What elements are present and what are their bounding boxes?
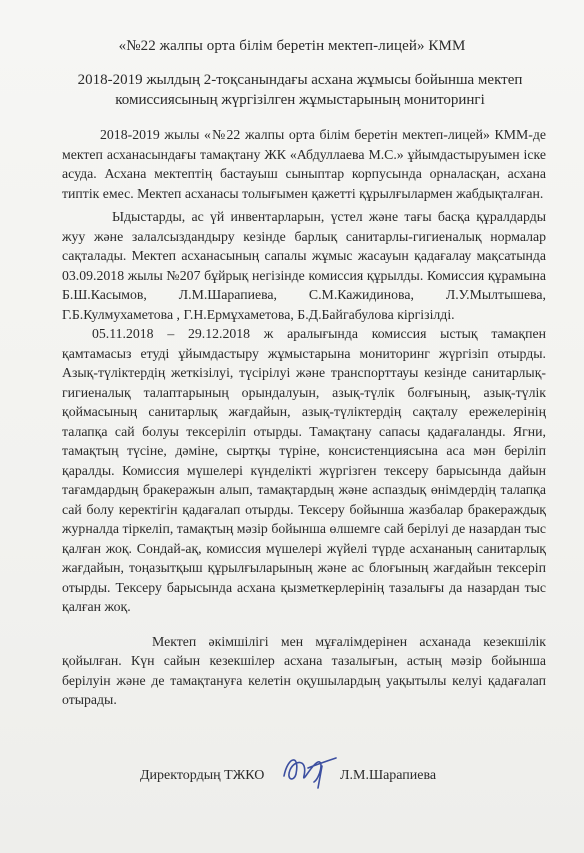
paragraph-1-text: 2018-2019 жылы «№22 жалпы орта білім беретін мектеп-лицей» КММ-де мектеп асханасындағы тамақтану ЖК «Абдуллаева М.С.» ұйымдастыруымен іске асуда. Асхана мектептің бастауыш сыныптар корпусында орналасқан, асхана типтік емес. Мектеп асханасы толығымен қажетті құрылғылармен жабдықталған. [62,127,546,201]
document-body [62,125,546,710]
paragraph-4 [62,632,546,710]
subtitle-line-2: комиссиясының жүргізілген жұмыстарының мониторингі [115,92,485,108]
paragraph-3 [62,324,546,617]
document-subtitle [40,70,560,110]
handwritten-signature-icon [278,746,340,790]
signature-name: Л.М.Шарапиева [340,768,437,783]
subtitle-line-1: 2018-2019 жылдың 2-тоқсанындағы асхана жұмысы бойынша мектеп [77,72,523,88]
paragraph-3-text: 05.11.2018 – 29.12.2018 ж аралығында комиссия ыстық тамақпен қамтамасыз етуді ұйымдастыру жұмыстарына мониторинг жүргізіп отырды. Азық-түліктердің жеткізілуі, түсірілуі және транспорттауы кезінде санитарлық-гигиеналық талаптарының орындалуын, азық-түлік болғының, азық-түлік қоймасының санитарлық жағдайын, азық-түліктердің сақталу ережелерінің талапқа сай болуы тексеріліп отырды. Тамақтану сапасы қадағаланды. Ягни, тамақтың түсіне, дәміне, сыртқы түріне, консистенциясына аса мән беріліп қаралды. Комиссия мүшелері күнделікті жүргізген тексеру барысында дайын тағамдардың бракеражын алып, тамақтардың және аспаздық өнімдердің талапқа сай болу керектігін қадағалап отырды. Тексеру бойынша жазбалар бракераждық журналда тіркеліп, тамақтың мәзір бойынша өлшемге сай берілуі де назардан тыс қалған жоқ. Сондай-ақ, комиссия мүшелері жүйелі түрде асхананың санитарлық жағдайын, тоңазытқыш құрылғыларының және ас блоғының жағдайын тексеріп отырды. Тексеру барысында асхана қызметкерлерінің тазалығы да назардан тыс қалған жоқ. [62,326,546,614]
paragraph-2 [62,207,546,324]
paragraph-4-text: Мектеп әкімшілігі мен мұғалімдерінен асханада кезекшілік қойылған. Күн сайын кезекшілер асхана тазалығын, астың мәзір бойынша берілуін және де тамақтануға келетін оқушылардың уақытылы келуі қадағалап отырады. [62,633,546,707]
paragraph-2-text: Ыдыстарды, ас үй инвентарларын, үстел және тағы басқа құралдарды жуу және залалсыздандыру кезінде барлық санитарлы-гигиеналық нормалар сақталады. Мектеп асханасының сапалы жұмыс жасауын қадағалау мақсатында 03.09.2018 жылы №207 бұйрық негізінде комиссия құрылды. Комиссия құрамына Б.Ш.Касымов, Л.М.Шарапиева, С.М.Кажидинова, Л.У.Мылтышева, Г.Б.Кулмухаметова , Г.Н.Ермұхаметова, Б.Д.Байгабулова кіргізілді. [62,209,546,322]
organization-title: «№22 жалпы орта білім беретін мектеп-лицей» КММ [118,38,466,54]
paragraph-1 [62,125,546,203]
signature-role: Директордың ТЖКО [140,768,265,783]
